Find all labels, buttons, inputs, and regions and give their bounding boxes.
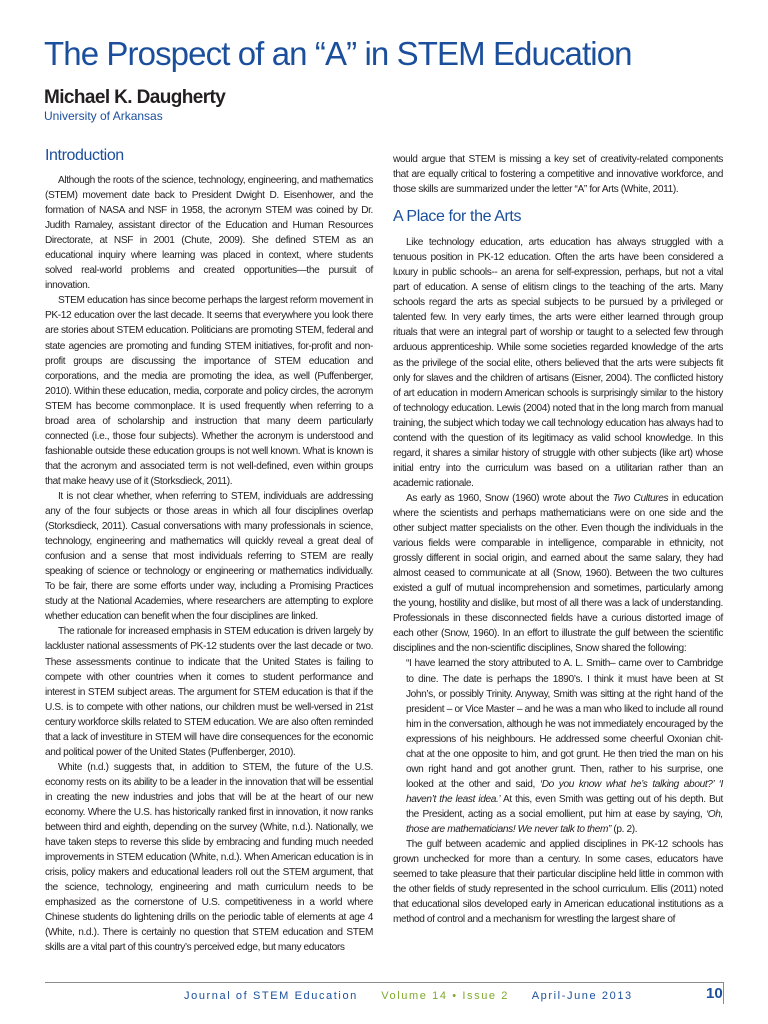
footer-rule xyxy=(45,982,723,983)
paragraph: White (n.d.) suggests that, in addition to STEM, the future of the U.S. economy rests on its ability to be a leader in the innovation that will be essential in creating the new industries and jobs that will be at the heart of our new economy. Where the U.S. has historically ranked first in innovation, it now ranks between third and eighth, depending on the survey (White, n.d.). Nationally, we have taken steps to reverse this slide by embracing and funding much needed improvements in STEM education (White, n.d.). When American education is in crisis, policy makers and educational leaders roll out the STEM argument, that the science, technology, engineering and math curriculum needs to be emphasized as the cornerstone of U.S. competitiveness in a world where Chinese students do lightening drills on the periodic table of elements at age 4 (White, n.d.). There is certainly no question that STEM education and STEM skills are a vital part of this country’s perceived edge, but many educators xyxy=(45,761,373,954)
paragraph: Like technology education, arts education has always struggled with a tenuous position in PK-12 education. Often the arts have been considered a luxury in public schools-- an arena for self-expression, perhaps, but not a vital part of education. A sense of elitism clings to the teaching of the arts. Many schools regard the arts as special subjects to be pursued by a privileged or talented few. In very early times, the arts were either learned through group rituals that were an integral part of worship or taught to a selected few through arduous apprenticeship. While some societies regarded knowledge of the arts as the privilege of the social elite, others believed that the arts were subjects fit only for slaves and the children of artisans (Eisner, 2004). The conflicted history of art education in modern American schools is surprisingly similar to the history of technology education. Lewis (2004) noted that in the long march from manual training, the subject which today we call technology education has always had to contend with the question of its legitimacy as valid school knowledge. In this regard, it shares a similar history of struggle with other subjects (like art) whose initial entry into the curriculum was based on a utilitarian rather than an academic rationale. xyxy=(393,237,723,489)
section-heading-introduction: Introduction xyxy=(45,147,124,164)
footer-rule-tick xyxy=(723,982,724,1004)
left-column xyxy=(45,146,373,955)
paragraph xyxy=(393,491,723,657)
footer-journal-name: Journal of STEM Education xyxy=(184,990,358,1002)
author-name: Michael K. Daugherty xyxy=(44,87,226,108)
block-quote xyxy=(406,656,723,837)
footer-journal-info xyxy=(184,989,633,1003)
paragraph: Although the roots of the science, technology, engineering, and mathematics (STEM) movement date back to President Dwight D. Eisenhower, and the formation of NASA and NSF in 1958, the acronym STEM was coined by Dr. Judith Ramaley, assistant director of the Education and Human Resources Directorate, at NSF in 2001 (Chute, 2009). She defined STEM as an educational inquiry where learning was placed in context, where students solved real-world problems and created opportunities—the pursuit of innovation. xyxy=(45,175,373,292)
author-affiliation: University of Arkansas xyxy=(44,109,163,123)
quote-text: “I have learned the story attributed to A. L. Smith– came over to Cambridge to dine. The date is perhaps the 1890’s. I think it must have been at St John’s, or possibly Trinity. Anyway, Smith was sitting at the right hand of the president – or Vice Master – and he was a man who liked to include all round him in the conversation, although he was not immediately encouraged by the expressions of his neighbours. He addressed some cheerful Oxonian chit-chat at the one opposite to him, and got grunt. He then tried the man on his own right hand and got another grunt. Then, rather to his surprise, one looked at the other and said, xyxy=(406,658,723,790)
footer-issue: Issue 2 xyxy=(462,990,510,1002)
paragraph-text: As early as 1960, Snow (1960) wrote about the xyxy=(406,492,613,504)
quote-text: At this, even Smith was getting out of his depth. But the President, acting as a social emollient, put him at ease by saying, xyxy=(406,793,723,820)
paragraph-continuation: would argue that STEM is missing a key set of creativity-related components that are equally critical to fostering a competitive and innovative workforce, and those skills are summarized under the letter “A” for Arts (White, 2011). xyxy=(393,154,723,196)
quote-emphasis: ‘Do you know what he’s talking about?’ ‘I haven’t the least idea.’ xyxy=(406,778,723,805)
book-title: Two Cultures xyxy=(612,492,669,504)
paragraph: The rationale for increased emphasis in STEM education is driven largely by lackluster national assessments of PK-12 students over the last decade or two. These assessments continue to indicate that the United States is failing to compete with other countries when it comes to student performance and interest in STEM subject areas. The argument for STEM education is that if the U.S. is to compete with other nations, our children must be well-versed in 21st century workforce skills related to STEM education. We are also often reminded that a lack of investiture in STEM will have dire consequences for the economic and political power of the United States (Puffenberger, 2010). xyxy=(45,626,373,758)
quote-text: (p. 2). xyxy=(611,823,638,835)
quote-emphasis: ‘Oh, those are mathematicians! We never talk to them” xyxy=(406,808,723,835)
article-title: The Prospect of an “A” in STEM Education xyxy=(44,35,632,72)
paragraph-text: in education where the scientists and perhaps mathematicians were on one side and the other subject matter specialists on the other. Even though the individuals in the various fields were comparable in intelligence, comparable in ethnicity, not grossly different in social origin, and earned about the same salary, they had almost ceased to communicate at all (Snow, 1960). Between the two cultures existed a gulf of mutual incomprehension and sometimes, particularly among the young, hostility and dislike, but most of all there was a lack of understanding. Professionals in these disconnected fields have a curious distorted image of each other (Snow, 1960). In an effort to illustrate the gulf between the scientific disciplines and the non-scientific disciplines, Snow shared the following: xyxy=(393,492,723,655)
right-column xyxy=(393,152,723,927)
section-heading-arts: A Place for the Arts xyxy=(393,208,522,226)
footer-date: April-June 2013 xyxy=(531,990,633,1002)
footer-volume: Volume 14 xyxy=(381,990,448,1002)
paragraph: STEM education has since become perhaps the largest reform movement in PK-12 education over the last decade. It seems that everywhere you look there are stories about STEM education. Politicians are promoting STEM, federal and state agencies are promoting and funding STEM initiatives, for-profit and non-profit groups are discussing the importance of STEM education and corporations, and the media are promoting the idea, as well (Puffenberger, 2010). Within these education, media, corporate and policy circles, the acronym STEM has become commonplace. It is used frequently when referring to a broad area of scholarship and instruction that many deem particularly connected (i.e., those four subjects). Whether the acronym is understood and fashionable outside these education groups is not well known. What is known is that the acronym and associated term is not well-defined, even within groups that make heavy use of it (Storksdieck, 2011). xyxy=(45,295,374,487)
paragraph: The gulf between academic and applied disciplines in PK-12 schools has grown unchecked for more than a century. In some cases, educators have seemed to take pleasure that their particular discipline held little in common with the other fields of study represented in the school curriculum. Ellis (2011) noted that educational silos developed early in American educational institutions as a method of control and a mechanism for wrestling the largest share of xyxy=(393,839,723,926)
page-number: 10 xyxy=(706,985,723,1002)
footer-separator: • xyxy=(452,990,458,1002)
paragraph: It is not clear whether, when referring to STEM, individuals are addressing any of the four subjects or those areas in which all four disciplines overlap (Storksdieck, 2011). Casual conversations with many professionals in science, technology, engineering and mathematics will quickly reveal a great deal of confusion and a sense that most individuals referring to STEM are really speaking of science or technology or engineering or mathematics individually. To be fair, there are some efforts under way, including a Promising Practices study at the National Academies, where researchers are attempting to explore whether education can benefit when the four disciplines are linked. xyxy=(45,490,373,623)
